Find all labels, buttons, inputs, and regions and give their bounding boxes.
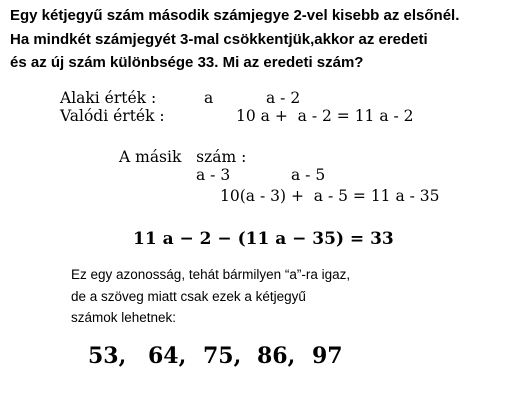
note-line-2: de a szöveg miatt csak ezek a kétjegyű [71, 289, 306, 304]
masik-expression: 10(a - 3) + a - 5 = 11 a - 35 [220, 187, 440, 205]
valodi-expression: 10 a + a - 2 = 11 a - 2 [236, 107, 414, 125]
masik-label: A másik szám : [119, 148, 247, 166]
alaki-digit-a: a [204, 89, 214, 107]
note-line-3: számok lehetnek: [71, 310, 177, 325]
masik-digit-a: a - 3 [196, 166, 231, 184]
problem-line-3: és az új szám különbsége 33. Mi az eredeti szám? [10, 54, 364, 71]
problem-line-1: Egy kétjegyű szám második számjegye 2-vel kisebb az elsőnél. [10, 7, 460, 24]
key-equation: 11 a − 2 − (11 a − 35) = 33 [133, 229, 394, 249]
alaki-digit-b: a - 2 [266, 89, 301, 107]
masik-digit-b: a - 5 [291, 166, 326, 184]
answer-number: 97 [312, 343, 343, 369]
problem-line-2: Ha mindkét számjegyét 3-mal csökkentjük,akkor az eredeti [10, 31, 428, 48]
answer-number: 75, [203, 343, 242, 369]
alaki-label: Alaki érték : [60, 89, 157, 107]
answer-number: 64, [148, 343, 187, 369]
note-line-1: Ez egy azonosság, tehát bármilyen “a”-ra igaz, [71, 267, 351, 282]
answer-number: 53, [88, 343, 127, 369]
answer-number: 86, [257, 343, 296, 369]
valodi-label: Valódi érték : [60, 107, 165, 125]
